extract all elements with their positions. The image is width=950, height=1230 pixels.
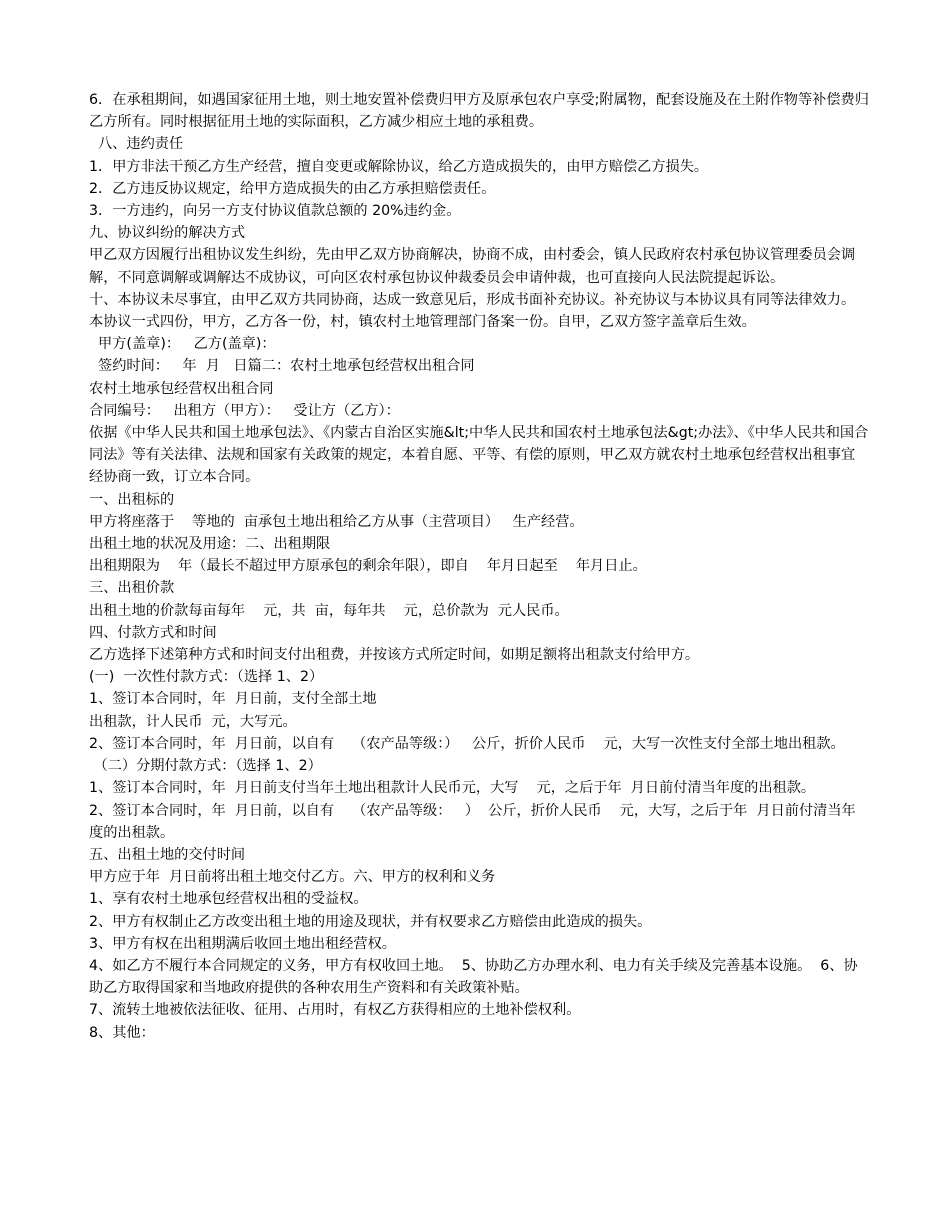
contract-parties: 合同编号： 出租方（甲方）： 受让方（乙方）： [89, 402, 400, 419]
paragraph: 2、甲方有权制止乙方改变出租土地的用途及现状，并有权要求乙方赔偿由此造成的损失。 [89, 913, 652, 930]
paragraph: 1、享有农村土地承包经营权出租的受益权。 [89, 891, 368, 908]
paragraph: 乙方选择下述第种方式和时间支付出租费，并按该方式所定时间，如期足额将出租款支付给甲方。 [89, 647, 700, 664]
section-heading: 三、出租价款 [89, 580, 175, 597]
section-heading: 一、出租标的 [89, 491, 175, 508]
paragraph: 3、甲方有权在出租期满后收回土地出租经营权。 [89, 935, 396, 952]
paragraph: 出租期限为 年（最长不超过甲方原承包的剩余年限），即自 年月日起至 年月日止。 [89, 558, 647, 575]
paragraph: 本协议一式四份，甲方，乙方各一份，村，镇农村土地管理部门备案一份。自甲，乙双方签字盖章后生效。 [89, 314, 756, 331]
signing-date-line: 签约时间： 年 月 日篇二：农村土地承包经营权出租合同 [89, 358, 475, 375]
paragraph: 2．乙方违反协议规定，给甲方造成损失的由乙方承担赔偿责任。 [89, 180, 496, 197]
document-body [89, 89, 869, 1044]
paragraph: 出租土地的状况及用途：二、出租期限 [89, 536, 331, 553]
section-heading: 八、违约责任 [89, 136, 184, 153]
paragraph: 1、签订本合同时，年 月日前，支付全部土地 [89, 691, 377, 708]
paragraph: 1、签订本合同时，年 月日前支付当年土地出租款计人民币元，大写 元，之后于年 月日前付清当年度的出租款。 [89, 780, 816, 797]
paragraph: 出租款，计人民币 元，大写元。 [89, 713, 297, 730]
paragraph: 1．甲方非法干预乙方生产经营，擅自变更或解除协议，给乙方造成损失的，由甲方赔偿乙方损失。 [89, 158, 709, 175]
paragraph: 8、其他： [89, 1024, 155, 1041]
paragraph: 4、如乙方不履行本合同规定的义务，甲方有权收回土地。 5、协助乙方办理水利、电力有关手续及完善基本设施。 6、协助乙方取得国家和当地政府提供的各种农用生产资料和有关政策补贴。 [89, 957, 858, 997]
paragraph: 3．一方违约，向另一方支付协议值款总额的 20%违约金。 [89, 203, 461, 220]
sub-heading: (一) 一次性付款方式：（选择 1、2） [89, 669, 324, 686]
paragraph: 出租土地的价款每亩每年 元，共 亩，每年共 元，总价款为 元人民币。 [89, 602, 569, 619]
section-heading: 四、付款方式和时间 [89, 624, 217, 641]
sub-heading: （二）分期付款方式：（选择 1、2） [89, 758, 322, 775]
section-heading: 五、出租土地的交付时间 [89, 846, 246, 863]
paragraph: 甲方将座落于 等地的 亩承包土地出租给乙方从事（主营项目） 生产经营。 [89, 513, 584, 530]
signature-line: 甲方(盖章)： 乙方(盖章)： [89, 336, 276, 353]
contract-title: 农村土地承包经营权出租合同 [89, 380, 274, 397]
paragraph: 甲方应于年 月日前将出租土地交付乙方。六、甲方的权利和义务 [89, 869, 496, 886]
paragraph: 十、本协议未尽事宜，由甲乙双方共同协商，达成一致意见后，形成书面补充协议。补充协议与本协议具有同等法律效力。 [89, 291, 856, 308]
paragraph: 7、流转土地被依法征收、征用、占用时，有权乙方获得相应的土地补偿权利。 [89, 1002, 581, 1019]
paragraph: 6．在承租期间，如遇国家征用土地，则土地安置补偿费归甲方及原承包农户享受;附属物，配套设施及在土附作物等补偿费归乙方所有。同时根据征用土地的实际面积，乙方减少相应土地的承租费。 [89, 92, 869, 131]
paragraph: 依据《中华人民共和国土地承包法》、《内蒙古自治区实施&lt;中华人民共和国农村土地承包法&gt;办法》、《中华人民共和国合同法》等有关法律、法规和国家有关政策的规定，本着自愿、平等、有偿的原则，甲乙双方就农村土地承包经营权出租事宜经协商一致，订立本合同。 [89, 425, 869, 486]
paragraph: 2、签订本合同时，年 月日前，以自有 （农产品等级：） 公斤，折价人民币 元，大写一次性支付全部土地出租款。 [89, 735, 845, 752]
paragraph: 2、签订本合同时，年 月日前，以自有 （农产品等级： ） 公斤，折价人民币 元，大写，之后于年 月日前付清当年度的出租款。 [89, 802, 856, 841]
paragraph: 甲乙双方因履行出租协议发生纠纷，先由甲乙双方协商解决，协商不成，由村委会，镇人民政府农村承包协议管理委员会调解，不同意调解或调解达不成协议，可向区农村承包协议仲裁委员会申请仲裁，也可直接向人民法院提起诉讼。 [89, 247, 856, 286]
section-heading: 九、协议纠纷的解决方式 [89, 225, 246, 242]
